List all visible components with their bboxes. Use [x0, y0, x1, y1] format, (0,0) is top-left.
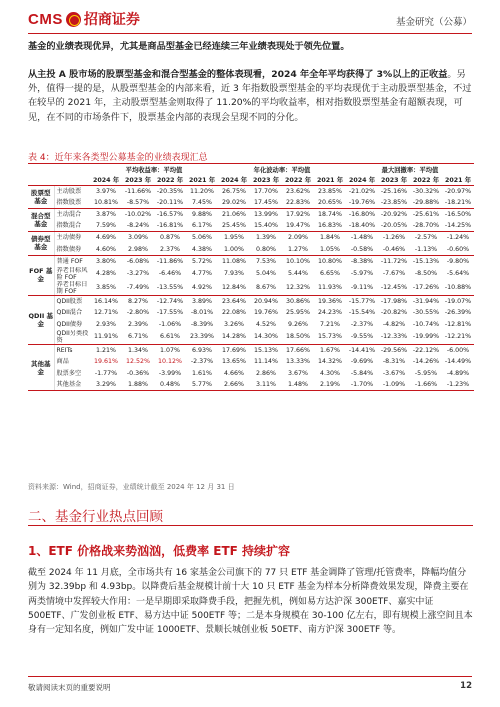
metric-cell: -3.27% — [126, 270, 150, 278]
metric-cell: -31.94% — [412, 297, 440, 305]
metric-cell: -11.72% — [380, 257, 408, 265]
metric-cell: -0.58% — [346, 243, 378, 255]
metric-cell: -14.25% — [442, 220, 474, 232]
metric-cell: 14.30% — [250, 330, 282, 345]
metric-cell: -18.40% — [346, 220, 378, 232]
metric-cell: -8.57% — [122, 197, 154, 209]
metric-cell: 3.67% — [287, 369, 308, 377]
metric-cell: 1.39% — [255, 234, 276, 242]
year-header-cell: 2022 年 — [154, 175, 186, 186]
metric-cell: -2.37% — [190, 358, 214, 366]
metric-cell: 4.28% — [95, 270, 116, 278]
table-row — [28, 209, 474, 221]
metric-cell: 1.67% — [319, 346, 340, 354]
metric-cell: -12.21% — [442, 330, 474, 345]
metric-cell: 9.26% — [287, 320, 308, 328]
metric-cell: -12.81% — [444, 320, 472, 328]
metric-cell: 2.37% — [154, 243, 186, 255]
metric-cell: 23.39% — [186, 330, 218, 345]
table-corner — [28, 164, 90, 175]
metric-cell: 5.72% — [191, 257, 212, 265]
year-header-cell: 2023 年 — [378, 175, 410, 186]
metric-cell: -17.98% — [380, 297, 408, 305]
footer-divider — [28, 676, 472, 677]
year-header-cell: 2023 年 — [122, 175, 154, 186]
footer-disclaimer: 敬请阅读末页的重要说明 — [28, 683, 111, 692]
metric-cell: -30.55% — [412, 309, 440, 317]
metric-cell: 8.27% — [127, 297, 148, 305]
metric-cell: -1.70% — [346, 379, 378, 391]
metric-cell: -20.82% — [380, 309, 408, 317]
fund-subcategory: 其他基金 — [54, 379, 90, 391]
metric-cell: 19.76% — [253, 309, 278, 317]
metric-cell: -16.50% — [444, 211, 472, 219]
metric-cell: 2.66% — [218, 379, 250, 391]
metric-cell: -2.57% — [414, 234, 438, 242]
table-year-header — [28, 175, 474, 186]
metric-cell: -20.92% — [380, 211, 408, 219]
metric-cell: 10.80% — [317, 257, 342, 265]
metric-cell: 10.10% — [285, 257, 310, 265]
metric-cell: 1.84% — [319, 234, 340, 242]
metric-cell: 4.30% — [319, 369, 340, 377]
fund-category: QDII 基金 — [28, 295, 54, 344]
metric-cell: -5.97% — [350, 270, 374, 278]
metric-cell: -7.67% — [382, 270, 406, 278]
metric-cell: 0.48% — [154, 379, 186, 391]
metric-cell: 9.88% — [191, 211, 212, 219]
fund-subcategory: QDII债券 — [56, 320, 83, 328]
metric-cell: -5.95% — [414, 369, 438, 377]
fund-subcategory: 普通 FOF — [56, 257, 83, 265]
metric-cell: 2.19% — [314, 379, 346, 391]
metric-cell: -0.36% — [126, 369, 150, 377]
table-row — [28, 197, 474, 209]
metric-cell: -1.13% — [410, 243, 442, 255]
intro-bold: 从主投 A 股市场的股票型基金和混合型基金的整体表现看，2024 年全年平均获得了 3%以上的正收益 — [28, 69, 448, 80]
metric-cell: 13.99% — [253, 211, 278, 219]
metric-cell: -2.80% — [126, 309, 150, 317]
metric-cell: 10.81% — [90, 197, 122, 209]
fund-subcategory: 主动股票 — [56, 188, 82, 196]
metric-cell: -10.02% — [124, 211, 152, 219]
intro-rest: 。另外，值得一提的是，从股票型基金的内部来看，近 3 年指数股票型基金的平均表现优于主动股票型基金，不过在较早的 2021 年，主动股票型基金则取得了 11.20%的平均收益率，相对指数股票型基金有超额表现，可见，在不同的市场条件下，股票基金内部的表现会呈现不同的分化。 — [28, 69, 472, 123]
metric-cell: -1.06% — [158, 320, 182, 328]
metric-cell: -30.32% — [412, 188, 440, 196]
metric-cell: -28.70% — [410, 220, 442, 232]
metric-cell: -16.81% — [154, 220, 186, 232]
metric-cell: 5.06% — [191, 234, 212, 242]
metric-cell: 7.59% — [90, 220, 122, 232]
metric-cell: -4.89% — [446, 369, 470, 377]
metric-cell: 13.65% — [221, 358, 246, 366]
metric-cell: 7.53% — [255, 257, 276, 265]
metric-cell: -5.64% — [446, 270, 470, 278]
fund-subcategory: QDII另类投资 — [54, 330, 90, 345]
metric-cell: 19.47% — [282, 220, 314, 232]
metric-cell: -9.80% — [446, 257, 470, 265]
metric-cell: 12.71% — [93, 309, 118, 317]
metric-cell: 2.86% — [255, 369, 276, 377]
metric-cell: 4.77% — [191, 270, 212, 278]
fund-category: 混合型基金 — [28, 209, 54, 232]
year-header-cell: 2022 年 — [282, 175, 314, 186]
metric-cell: 22.08% — [221, 309, 246, 317]
metric-cell: -8.39% — [190, 320, 214, 328]
performance-table-grid — [28, 163, 474, 391]
metric-cell: 26.75% — [221, 188, 246, 196]
metric-cell: -9.55% — [346, 330, 378, 345]
metric-cell: -8.38% — [350, 257, 374, 265]
metric-cell: -10.88% — [442, 281, 474, 296]
table-row — [28, 307, 474, 319]
year-header-cell: 2023 年 — [250, 175, 282, 186]
year-header-cell: 2024 年 — [218, 175, 250, 186]
metric-cell: 1.48% — [282, 379, 314, 391]
metric-cell: 13.33% — [285, 358, 310, 366]
metric-cell: -19.07% — [444, 297, 472, 305]
metric-cell: -20.35% — [156, 188, 184, 196]
metric-cell: -20.97% — [444, 188, 472, 196]
metric-cell: 21.06% — [221, 211, 246, 219]
metric-cell: 11.93% — [314, 281, 346, 296]
group-header-volatility: 年化波动率：平均值 — [218, 164, 346, 175]
fund-subcategory: QDII混合 — [56, 309, 83, 317]
year-header-cell: 2021 年 — [314, 175, 346, 186]
metric-cell: 17.92% — [285, 211, 310, 219]
metric-cell: 4.66% — [223, 369, 244, 377]
logo-emblem-icon — [66, 12, 81, 27]
metric-cell: 17.70% — [253, 188, 278, 196]
metric-cell: -8.50% — [414, 270, 438, 278]
fund-subcategory: 指数混合 — [54, 220, 90, 232]
year-header-cell: 2022 年 — [410, 175, 442, 186]
metric-cell: 7.93% — [223, 270, 244, 278]
metric-cell: 6.61% — [154, 330, 186, 345]
metric-cell: 1.61% — [191, 369, 212, 377]
fund-category: 股票型基金 — [28, 186, 54, 209]
metric-cell: 1.05% — [314, 243, 346, 255]
table-row — [28, 295, 474, 307]
metric-cell: -1.66% — [410, 379, 442, 391]
fund-subcategory: 主动债券 — [56, 234, 82, 242]
table-row — [28, 379, 474, 391]
metric-cell: 2.09% — [287, 234, 308, 242]
fund-subcategory: 商品 — [56, 358, 69, 366]
metric-cell: 2.93% — [95, 320, 116, 328]
metric-cell: -12.45% — [378, 281, 410, 296]
fund-subcategory: 指数股票 — [54, 197, 90, 209]
table-row — [28, 255, 474, 267]
metric-cell: 19.61% — [93, 358, 118, 366]
metric-cell: 15.40% — [250, 220, 282, 232]
metric-cell: 20.65% — [314, 197, 346, 209]
section-heading: 二、基金行业热点回顾 — [28, 502, 473, 526]
logo-chinese: 招商证券 — [83, 12, 140, 28]
metric-cell: 22.83% — [282, 197, 314, 209]
fund-category: FOF 基金 — [28, 255, 54, 295]
metric-cell: 7.21% — [319, 320, 340, 328]
page-header — [0, 0, 500, 36]
metric-cell: -25.16% — [380, 188, 408, 196]
metric-cell: 11.14% — [253, 358, 278, 366]
metric-cell: -17.26% — [410, 281, 442, 296]
metric-cell: 23.64% — [221, 297, 246, 305]
fund-category: 债券型基金 — [28, 232, 54, 255]
metric-cell: -26.39% — [444, 309, 472, 317]
metric-cell: -0.60% — [442, 243, 474, 255]
metric-cell: -1.26% — [382, 234, 406, 242]
metric-cell: -3.67% — [382, 369, 406, 377]
metric-cell: 0.87% — [159, 234, 180, 242]
metric-cell: -10.74% — [412, 320, 440, 328]
metric-cell: 6.71% — [122, 330, 154, 345]
table-title: 表 4：近年来各类型公募基金的业绩表现汇总 — [28, 153, 208, 163]
metric-cell: 16.83% — [314, 220, 346, 232]
table-row — [28, 344, 474, 356]
metric-cell: 3.11% — [250, 379, 282, 391]
metric-cell: 14.32% — [317, 358, 342, 366]
metric-cell: -14.41% — [348, 346, 376, 354]
metric-cell: 3.26% — [223, 320, 244, 328]
metric-cell: 1.34% — [127, 346, 148, 354]
metric-cell: 2.39% — [127, 320, 148, 328]
table-row — [28, 232, 474, 244]
metric-cell: 16.14% — [93, 297, 118, 305]
metric-cell: 5.44% — [287, 270, 308, 278]
metric-cell: 1.00% — [218, 243, 250, 255]
metric-cell: 1.07% — [159, 346, 180, 354]
metric-cell: -3.99% — [158, 369, 182, 377]
metric-cell: -8.01% — [190, 309, 214, 317]
fund-category: 其他基金 — [28, 344, 54, 390]
metric-cell: 14.28% — [218, 330, 250, 345]
metric-cell: 12.32% — [282, 281, 314, 296]
metric-cell: -1.48% — [350, 234, 374, 242]
metric-cell: 4.60% — [90, 243, 122, 255]
group-header-drawdown: 最大回撤率：平均值 — [346, 164, 474, 175]
performance-table — [28, 163, 474, 391]
table-row — [28, 330, 474, 345]
cms-logo — [28, 9, 140, 29]
metric-cell: 25.45% — [218, 220, 250, 232]
metric-cell: 6.17% — [186, 220, 218, 232]
metric-cell: -11.86% — [156, 257, 184, 265]
metric-cell: -14.26% — [412, 358, 440, 366]
metric-cell: 11.20% — [189, 188, 214, 196]
metric-cell: 6.65% — [319, 270, 340, 278]
table-body — [28, 186, 474, 391]
metric-cell: -22.12% — [412, 346, 440, 354]
intro-paragraph — [28, 68, 473, 125]
metric-cell: -18.21% — [442, 197, 474, 209]
intro-line-text: 基金的业绩表现优异，尤其是商品型基金已经连续三年业绩表现处于领先位置。 — [28, 41, 350, 52]
metric-cell: 4.92% — [186, 281, 218, 296]
table-group-header — [28, 164, 474, 175]
metric-cell: 1.88% — [122, 379, 154, 391]
metric-cell: -23.85% — [378, 197, 410, 209]
metric-cell: 23.85% — [317, 188, 342, 196]
metric-cell: -6.08% — [126, 257, 150, 265]
table-row — [28, 368, 474, 380]
metric-cell: 24.23% — [317, 309, 342, 317]
metric-cell: 20.94% — [253, 297, 278, 305]
metric-cell: -0.46% — [378, 243, 410, 255]
metric-cell: 19.36% — [317, 297, 342, 305]
table-corner-2 — [28, 175, 90, 186]
metric-cell: 1.27% — [282, 243, 314, 255]
header-divider — [28, 33, 472, 34]
metric-cell: 15.73% — [314, 330, 346, 345]
metric-cell: 4.52% — [255, 320, 276, 328]
fund-subcategory: 股票多空 — [56, 369, 82, 377]
metric-cell: -16.57% — [156, 211, 184, 219]
metric-cell: -6.00% — [446, 346, 470, 354]
table-row — [28, 267, 474, 281]
metric-cell: 3.87% — [95, 211, 116, 219]
fund-subcategory: 指数债券 — [54, 243, 90, 255]
metric-cell: 3.29% — [90, 379, 122, 391]
metric-cell: 3.09% — [127, 234, 148, 242]
year-header-cell: 2021 年 — [186, 175, 218, 186]
metric-cell: 25.95% — [285, 309, 310, 317]
metric-cell: -12.33% — [378, 330, 410, 345]
group-header-return: 平均收益率：平均值 — [90, 164, 218, 175]
metric-cell: -25.61% — [412, 211, 440, 219]
metric-cell: 23.62% — [285, 188, 310, 196]
fund-subcategory: 养老目标风险 FOF — [56, 266, 88, 281]
metric-cell: -11.66% — [124, 188, 152, 196]
metric-cell: -15.54% — [348, 309, 376, 317]
metric-cell: -1.09% — [378, 379, 410, 391]
table-source: 资料来源：Wind，招商证券，业绩统计截至 2024 年 12 月 31 日 — [28, 483, 235, 491]
fund-subcategory: QDII股票 — [56, 297, 83, 305]
metric-cell: -1.77% — [94, 369, 118, 377]
metric-cell: -7.49% — [122, 281, 154, 296]
metric-cell: -20.05% — [378, 220, 410, 232]
metric-cell: 8.67% — [250, 281, 282, 296]
metric-cell: 3.85% — [90, 281, 122, 296]
metric-cell: -21.02% — [348, 188, 376, 196]
section-body: 截至 2024 年 11 月底，全市场共有 16 家基金公司旗下的 77 只 ETF 基金调降了管理/托管费率，降幅均值分别为 32.39bp 和 4.93bp。以降费后基金规模计前十大 10 只 ETF 基金为样本分析降费效果发现，降费主要在两类情境中发挥较大作用：一是早期即采取降费手段，把握先机，例如易方达沪深 300ETF、嘉实中证 500ETF、广发创业板 ETF、易方达中证 500ETF 等；二是本身规模在 30-100 亿左右，即有规模上涨空间且本身有一定知名度，例如广发中证 1000ETF、景顺长城创业板 50ETF、南方沪深 300ETF 等。 — [28, 568, 473, 636]
metric-cell: 30.86% — [285, 297, 310, 305]
metric-cell: -4.82% — [382, 320, 406, 328]
metric-cell: 18.50% — [282, 330, 314, 345]
metric-cell: 17.45% — [250, 197, 282, 209]
logo-latin: CMS — [28, 10, 63, 28]
metric-cell: 17.69% — [221, 346, 246, 354]
table-row — [28, 356, 474, 368]
metric-cell: -17.55% — [156, 309, 184, 317]
metric-cell: -2.37% — [350, 320, 374, 328]
metric-cell: 3.80% — [95, 257, 116, 265]
metric-cell: 18.74% — [317, 211, 342, 219]
metric-cell: -15.13% — [412, 257, 440, 265]
metric-cell: 4.38% — [186, 243, 218, 255]
metric-cell: -9.11% — [346, 281, 378, 296]
metric-cell: 7.45% — [186, 197, 218, 209]
metric-cell: 4.69% — [95, 234, 116, 242]
year-header-cell: 2021 年 — [442, 175, 474, 186]
metric-cell: -19.99% — [410, 330, 442, 345]
metric-cell: -20.11% — [154, 197, 186, 209]
metric-cell: 2.98% — [122, 243, 154, 255]
intro-line — [28, 40, 473, 54]
year-header-cell: 2024 年 — [90, 175, 122, 186]
table-row — [28, 318, 474, 330]
metric-cell: -9.69% — [350, 358, 374, 366]
metric-cell: 17.66% — [285, 346, 310, 354]
metric-cell: -5.84% — [350, 369, 374, 377]
fund-subcategory: REITs — [56, 346, 73, 354]
metric-cell: 3.89% — [191, 297, 212, 305]
metric-cell: 10.12% — [157, 358, 182, 366]
metric-cell: -6.46% — [158, 270, 182, 278]
year-header-cell: 2024 年 — [346, 175, 378, 186]
page-number: 12 — [460, 681, 472, 691]
fund-subcategory: 主动混合 — [56, 211, 82, 219]
metric-cell: 6.93% — [191, 346, 212, 354]
metric-cell: 29.02% — [218, 197, 250, 209]
subsection-heading: 1、ETF 价格战来势汹汹，低费率 ETF 持续扩容 — [28, 544, 291, 558]
metric-cell: 5.04% — [255, 270, 276, 278]
fund-subcategory: 养老目标日期 FOF — [54, 281, 90, 296]
metric-cell: -16.80% — [348, 211, 376, 219]
table-row — [28, 186, 474, 198]
metric-cell: 1.21% — [95, 346, 116, 354]
metric-cell: -29.56% — [380, 346, 408, 354]
metric-cell: -13.55% — [154, 281, 186, 296]
metric-cell: 15.13% — [253, 346, 278, 354]
metric-cell: -14.49% — [444, 358, 472, 366]
metric-cell: -15.77% — [348, 297, 376, 305]
metric-cell: 0.80% — [250, 243, 282, 255]
metric-cell: -1.24% — [446, 234, 470, 242]
metric-cell: 5.77% — [186, 379, 218, 391]
table-row — [28, 220, 474, 232]
metric-cell: -8.24% — [122, 220, 154, 232]
metric-cell: 11.08% — [221, 257, 246, 265]
metric-cell: 3.97% — [95, 188, 116, 196]
metric-cell: -29.88% — [410, 197, 442, 209]
report-category: 基金研究（公募） — [395, 17, 472, 28]
metric-cell: -12.74% — [156, 297, 184, 305]
metric-cell: 12.52% — [125, 358, 150, 366]
metric-cell: -8.31% — [382, 358, 406, 366]
metric-cell: -1.23% — [442, 379, 474, 391]
metric-cell: 12.84% — [218, 281, 250, 296]
table-row — [28, 281, 474, 296]
table-row — [28, 243, 474, 255]
metric-cell: 11.91% — [90, 330, 122, 345]
metric-cell: -19.76% — [346, 197, 378, 209]
metric-cell: 1.95% — [223, 234, 244, 242]
